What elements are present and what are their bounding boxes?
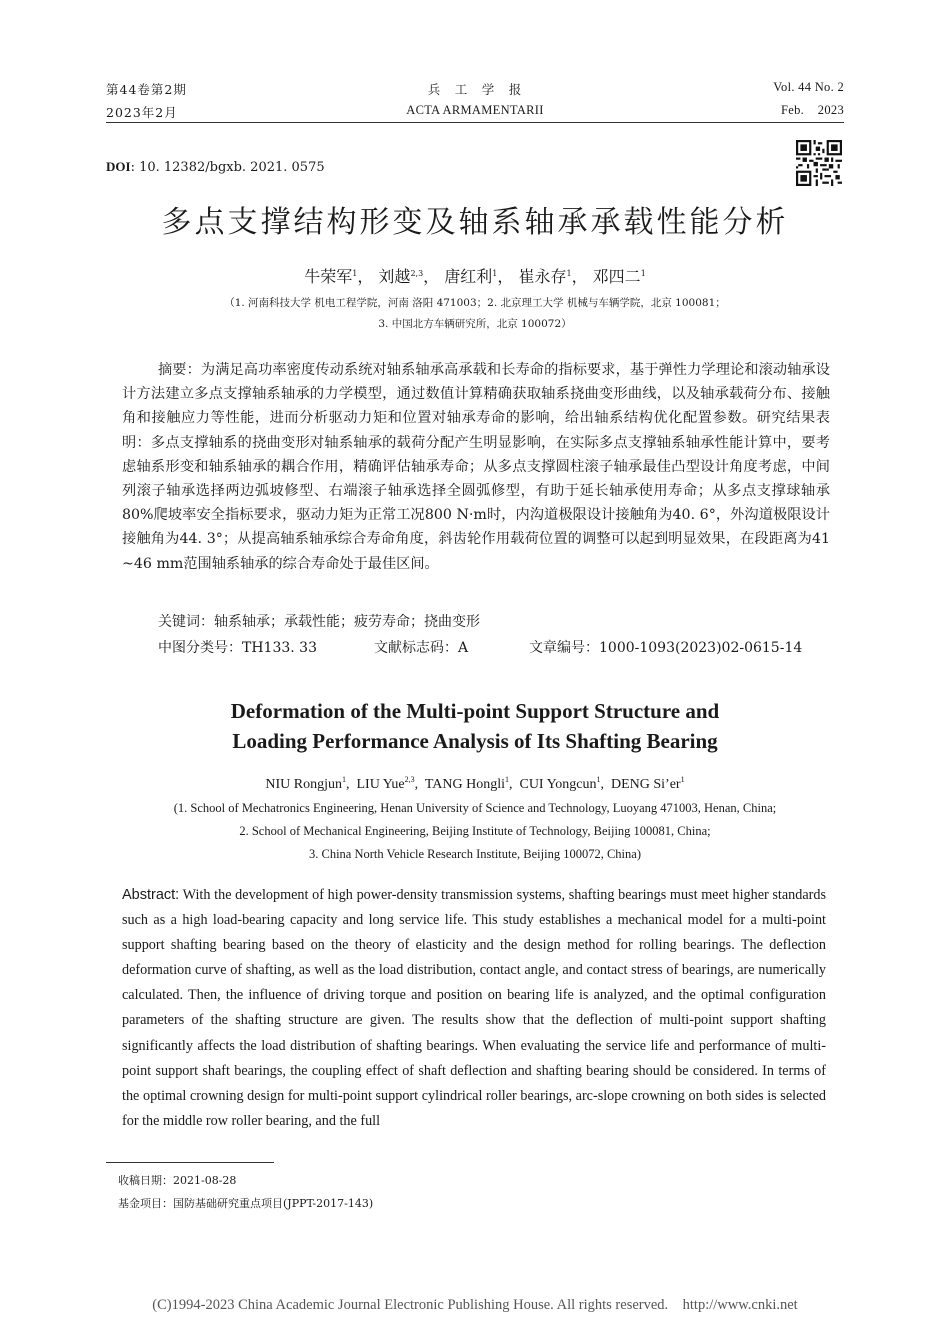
document-code: 文献标志码：A <box>374 640 469 656</box>
title-en-line1: Deformation of the Multi-point Support Structure and <box>230 699 720 723</box>
clc-number: 中图分类号：TH133. 33 <box>158 640 317 656</box>
qr-code-icon <box>796 140 842 186</box>
author-en: NIU Rongjun$^1$ <box>265 775 346 792</box>
author-cn: 牛荣军$^1$ <box>304 267 358 286</box>
affiliation-cn-line2: 3. 中国北方车辆研究所，北京 100072） <box>378 318 572 330</box>
received-date: 收稿日期：2021-08-28 <box>118 1174 237 1187</box>
header-date: 2023年2月 <box>106 105 178 120</box>
author-cn: 崔永存$^1$ <box>518 267 572 286</box>
affiliation-en-line1: (1. School of Mechatronics Engineering, Henan University of Science and Technology, Luoyang 471003, Henan, China; <box>173 801 777 815</box>
article-number: 文章编号：1000-1093(2023)02-0615-14 <box>529 640 803 656</box>
cnki-copyright-footer: (C)1994-2023 China Academic Journal Electronic Publishing House. All rights reserved. http://www.cnki.net <box>152 1297 798 1313</box>
header-vol-no: Vol. 44 No. 2 <box>773 80 844 94</box>
author-en: DENG $Si’er^1$ <box>611 775 685 792</box>
classification-row <box>158 637 848 657</box>
keywords-cn: 关键词：轴系轴承；承载性能；疲劳寿命；挠曲变形 <box>158 614 480 630</box>
abstract-en <box>122 883 826 1134</box>
authors-cn: 牛荣军$^1$， 刘越$^{2,3}$， 唐红利$^1$， 崔永存$^1$， 邓四二$^1$ <box>304 267 646 286</box>
author-cn: 唐红利$^1$ <box>444 267 498 286</box>
title-en-line2: Loading Performance Analysis of Its Shafting Bearing <box>232 729 718 753</box>
authors-en: NIU Rongjun$^1$, LIU Yue$^{2,3}$, TANG Hongli$^1$, CUI Yongcun$^1$, DENG $Si’er^1$ <box>265 775 685 792</box>
header-volume: 第44卷第2期 <box>106 82 187 97</box>
doi <box>106 159 325 175</box>
title-cn: 多点支撑结构形变及轴系轴承承载性能分析 <box>161 205 789 240</box>
author-cn: 刘越$^{2,3}$ <box>378 267 424 286</box>
abstract-cn: 摘要：为满足高功率密度传动系统对轴系轴承高承载和长寿命的指标要求，基于弹性力学理论和滚动轴承设计方法建立多点支撑轴系轴承的力学模型，通过数值计算精确获取轴系挠曲变形曲线，以及轴承载荷分布、接触角和接触应力等性能，进而分析驱动力矩和位置对轴承寿命的影响，给出轴系结构优化配置参数。研究结果表明：多点支撑轴系的挠曲变形对轴系轴承的载荷分配产生明显影响，在实际多点支撑轴系轴承性能计算中，要考虑轴系形变和轴系轴承的耦合作用，精确评估轴承寿命；从多点支撑圆柱滚子轴承最佳凸型设计角度考虑，中间列滚子轴承选择两边弧坡修型、右端滚子轴承选择全圆弧修型，有助于延长轴承使用寿命；从多点支撑球轴承80%爬坡率安全指标要求，驱动力矩为正常工况800 N·m时，内沟道极限设计接触角为40. 6°，外沟道极限设计接触角为44. 3°；从提高轴系轴承综合寿命角度，斜齿轮作用载荷位置的调整可以起到明显效果，在段距离为41 ~46 mm范围轴系轴承的综合寿命处于最佳区间。 <box>122 362 830 572</box>
author-en: CUI Yongcun$^1$ <box>519 775 601 792</box>
doi-value: : 10. 12382/bgxb. 2021. 0575 <box>130 160 325 175</box>
author-cn: 邓四二$^1$ <box>592 267 646 286</box>
abstract-en-text: With the development of high power-density transmission systems, shafting bearings must meet higher standards such as a high load-bearing capacity and long service life. This study establishes a mechanical model for a multi-point support shafting bearing based on the theory of elasticity and the design method for rolling bearings. The deflection deformation curve of shafting, as well as the load distribution, contact angle, and contact stress of bearings, are numerically calculated. Then, the influence of driving torque and position on bearing life is analyzed, and the optimal configuration parameters of the shafting structure are given. The results show that the deflection of multi-point support shafting significantly affects the load distribution of shafting bearings. When evaluating the service life and performance of multi-point support shaft bearings, the coupling effect of shaft deflection and shafting bearing should be considered. In terms of the optimal crowning design for multi-point support cylindrical roller bearings, arc-slope crowning on both sides is selected for the middle row roller bearing, and the full <box>122 887 826 1129</box>
doi-label: DOI <box>106 159 131 174</box>
header-journal-en: ACTA ARMAMENTARII <box>406 103 544 117</box>
author-en: LIU Yue$^{2,3}$ <box>356 775 415 792</box>
affiliation-cn-line1: （1. 河南科技大学 机电工程学院，河南 洛阳 471003；2. 北京理工大学 机械与车辆学院，北京 100081； <box>224 297 726 309</box>
header-rule <box>106 122 844 123</box>
author-en: TANG Hongli$^1$ <box>424 775 509 792</box>
footnote-rule <box>106 1162 274 1163</box>
affiliation-en-line3: 3. China North Vehicle Research Institute, Beijing 100072, China) <box>308 847 641 861</box>
header-feb-year: Feb. 2023 <box>781 103 844 117</box>
affiliation-en-line2: 2. School of Mechanical Engineering, Beijing Institute of Technology, Beijing 100081, China; <box>239 824 711 838</box>
fund-project: 基金项目：国防基础研究重点项目(JPPT-2017-143) <box>118 1197 374 1210</box>
abstract-en-label: Abstract: <box>122 887 180 903</box>
header-journal-cn: 兵 工 学 报 <box>427 82 523 97</box>
